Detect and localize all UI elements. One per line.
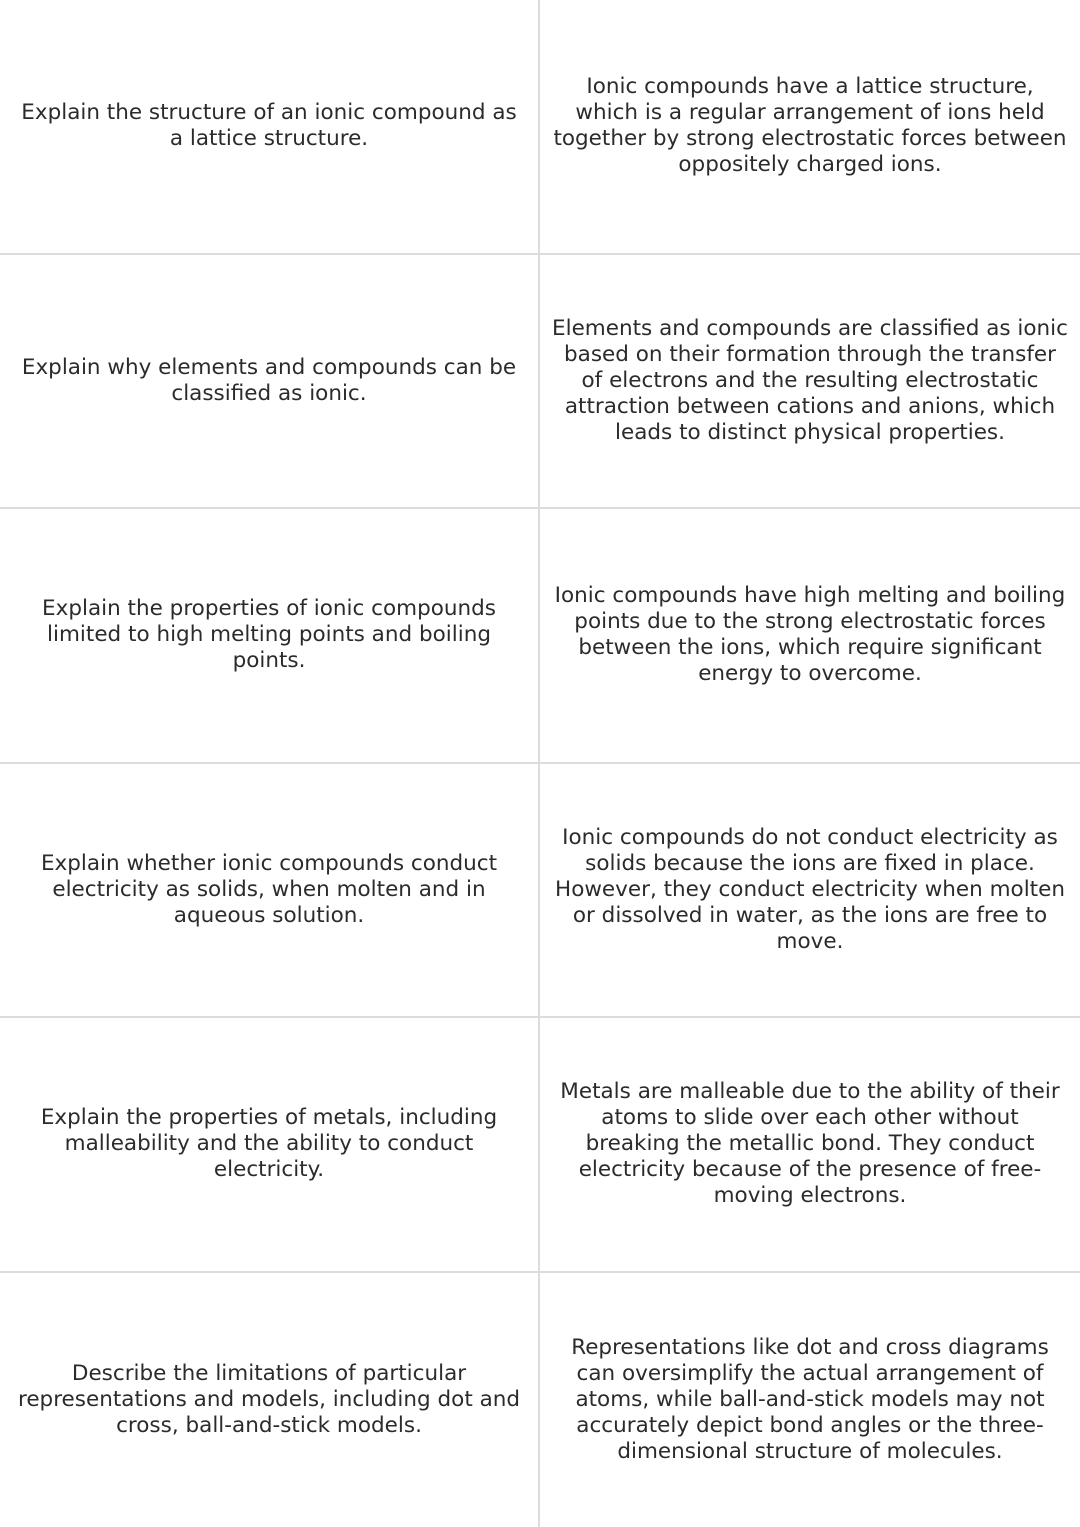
card-6-definition: [540, 1273, 1080, 1527]
card-4-definition: [540, 764, 1080, 1019]
card-1-term-text: Explain the structure of an ionic compound as a lattice structure.: [21, 100, 517, 152]
card-5-definition-text: Metals are malleable due to the ability of their atoms to slide over each other without breaking the metallic bond. They conduct electricity because of the presence of free-moving electrons.: [560, 1079, 1060, 1209]
card-4-term-text: Explain whether ionic compounds conduct electricity as solids, when molten and in aqueous solution.: [40, 850, 498, 928]
card-3-term-text: Explain the properties of ionic compounds limited to high melting points and boiling points.: [42, 596, 496, 674]
card-5-definition: [540, 1018, 1080, 1273]
card-5-term: [0, 1018, 540, 1273]
card-1-definition: [540, 0, 1080, 255]
card-3-definition-text: Ionic compounds have high melting and boiling points due to the strong electrostatic forces between the ions, which require significant energy to overcome.: [554, 583, 1066, 687]
card-1-definition-text: Ionic compounds have a lattice structure, which is a regular arrangement of ions held together by strong electrostatic forces between oppositely charged ions.: [553, 74, 1067, 178]
card-2-definition-text: Elements and compounds are classified as ionic based on their formation through the transfer of electrons and the resulting electrostatic attraction between cations and anions, which leads to distinct physical properties.: [552, 315, 1068, 445]
card-2-definition: [540, 255, 1080, 510]
card-4-definition-text: Ionic compounds do not conduct electricity as solids because the ions are fixed in place. However, they conduct electricity when molten or dissolved in water, as the ions are free to move.: [555, 824, 1065, 954]
card-6-definition-text: Representations like dot and cross diagrams can oversimplify the actual arrangement of atoms, while ball-and-stick models may not accurately depict bond angles or the three-dimensional structure of molecules.: [571, 1334, 1049, 1464]
card-2-term-text: Explain why elements and compounds can be classified as ionic.: [21, 354, 517, 406]
card-2-term: [0, 255, 540, 510]
card-6-term: [0, 1273, 540, 1527]
card-1-term: [0, 0, 540, 255]
card-5-term-text: Explain the properties of metals, including malleability and the ability to conduct electricity.: [40, 1105, 498, 1183]
card-3-definition: [540, 509, 1080, 764]
card-6-term-text: Describe the limitations of particular representations and models, including dot and cross, ball-and-stick models.: [17, 1360, 521, 1438]
card-3-term: [0, 509, 540, 764]
card-4-term: [0, 764, 540, 1019]
